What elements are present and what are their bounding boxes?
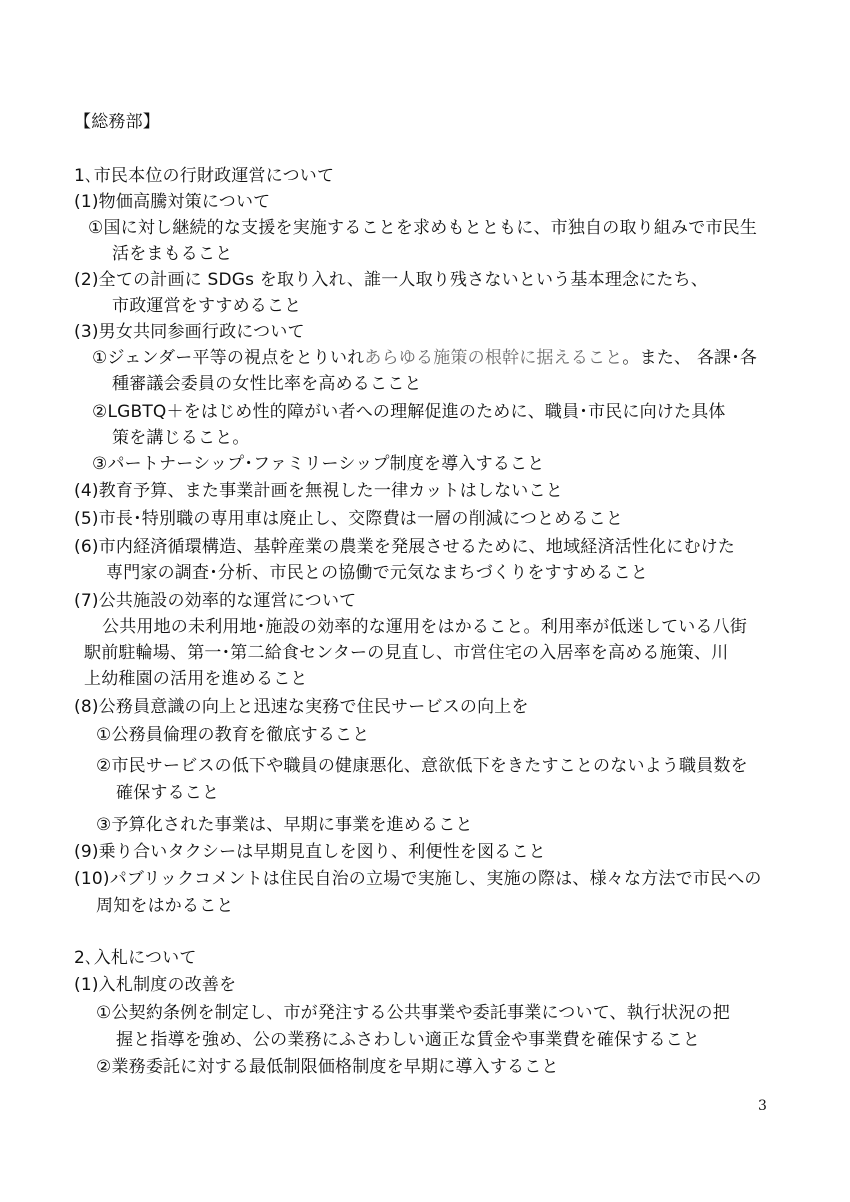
item-1-3-sub-1-part-c: 。また、 各課･各 <box>622 348 758 368</box>
item-1-9-line-1: (9)乗り合いタクシーは早期見直しを図り、利便性を図ること <box>74 842 546 862</box>
section-1-title: 1､市民本位の行財政運営について <box>74 166 335 186</box>
item-1-2-line-2: 市政運営をすすめること <box>112 296 302 316</box>
item-2-1-sub-1-line-2: 握と指導を強め、公の業務にふさわしい適正な賃金や事業費を確保すること <box>116 1030 701 1050</box>
item-1-3-sub-1-line-1 <box>92 346 757 370</box>
item-1-2-line-1: (2)全ての計画に SDGs を取り入れ、誰一人取り残さないという基本理念にたち、 <box>74 270 709 290</box>
item-2-1-sub-1-line-1: ①公契約条例を制定し、市が発注する公共事業や委託事業について、執行状況の把 <box>96 1003 730 1023</box>
item-1-7-body-line-3: 上幼稚園の活用を進めること <box>84 669 308 689</box>
item-1-7-label: (7)公共施設の効率的な運営について <box>74 591 357 611</box>
section-2-title: 2､入札について <box>74 948 197 968</box>
department-heading: 【総務部】 <box>74 112 160 132</box>
item-1-1-sub-1-line-1: ①国に対し継続的な支援を実施することを求めもとともに、市独自の取り組みで市民生 <box>88 218 758 238</box>
item-1-8-sub-2-line-1: ②市民サービスの低下や職員の健康悪化、意欲低下をきたすことのないよう職員数を <box>96 756 748 776</box>
item-1-3-sub-2-line-2: 策を講じること。 <box>112 428 250 448</box>
item-1-7-body-line-1: 公共用地の未利用地･施設の効率的な運用をはかること。利用率が低迷している八街 <box>102 617 748 637</box>
item-1-3-sub-1-part-a: ①ジェンダー平等の視点をとりいれ <box>92 348 365 368</box>
item-1-1-sub-1-line-2: 活をまもること <box>112 244 233 264</box>
item-1-3-sub-1-line-2: 種審議会委員の女性比率を高めるここと <box>112 374 422 394</box>
item-1-3-label: (3)男女共同参画行政について <box>74 322 305 342</box>
item-1-8-sub-1-line-1: ①公務員倫理の教育を徹底すること <box>96 725 370 745</box>
item-1-1-label: (1)物価高騰対策について <box>74 192 271 212</box>
item-1-8-sub-3-line-1: ③予算化された事業は、早期に事業を進めること <box>96 815 473 835</box>
item-1-8-label: (8)公務員意識の向上と迅速な実務で住民サービスの向上を <box>74 697 529 717</box>
item-1-10-line-2: 周知をはかること <box>96 896 234 916</box>
item-1-3-sub-1-part-b-gray: あらゆる施策の根幹に据えること <box>364 348 623 368</box>
item-1-6-line-1: (6)市内経済循環構造、基幹産業の農業を発展させるために、地域経済活性化にむけた <box>74 537 736 557</box>
item-1-6-line-2: 専門家の調査･分析、市民との協働で元気なまちづくりをすすめること <box>106 563 648 583</box>
item-1-8-sub-2-line-2: 確保すること <box>116 783 220 803</box>
item-2-1-label: (1)入札制度の改善を <box>74 975 237 995</box>
item-1-3-sub-2-line-1: ②LGBTQ＋をはじめ性的障がい者への理解促進のために、職員･市民に向けた具体 <box>92 402 726 422</box>
item-1-3-sub-3-line-1: ③パートナーシップ･ファミリーシップ制度を導入すること <box>92 454 545 474</box>
item-2-1-sub-2-line-1: ②業務委託に対する最低制限価格制度を早期に導入すること <box>96 1057 559 1077</box>
item-1-7-body-line-2: 駅前駐輪場、第一･第二給食センターの見直し、市営住宅の入居率を高める施策、川 <box>84 643 729 663</box>
item-1-4-line-1: (4)教育予算、また事業計画を無視した一律カットはしないこと <box>74 481 563 501</box>
item-1-5-line-1: (5)市長･特別職の専用車は廃止し、交際費は一層の削減につとめること <box>74 509 624 529</box>
item-1-10-line-1: (10)パブリックコメントは住民自治の立場で実施し、実施の際は、様々な方法で市民への <box>74 869 762 889</box>
page-number: 3 <box>758 1098 767 1114</box>
